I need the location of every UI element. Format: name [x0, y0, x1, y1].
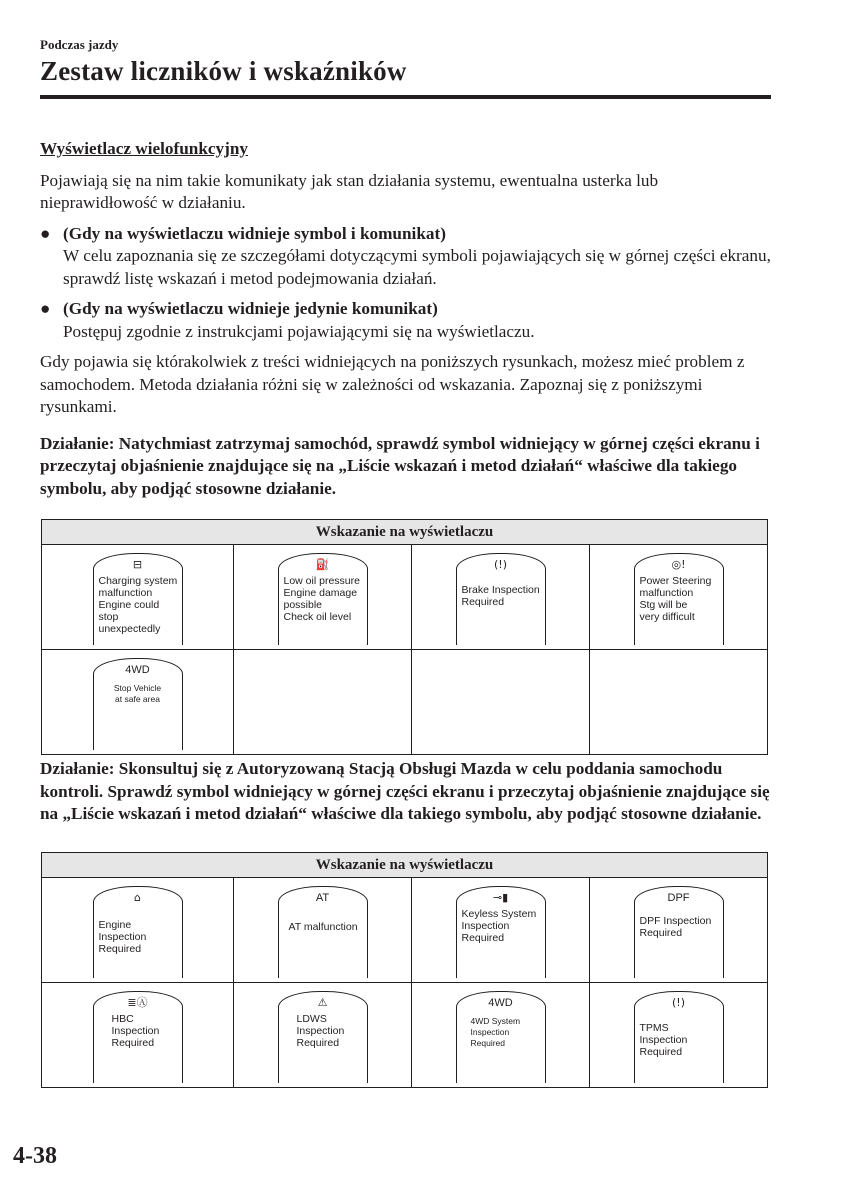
display-screen: [456, 991, 546, 1083]
display-table-stop: [41, 519, 768, 755]
display-screen: [93, 886, 183, 978]
display-message: Low oil pressure Engine damage possible Check oil level: [283, 575, 360, 623]
table-cell-empty: [590, 650, 767, 754]
table-cell: [42, 545, 234, 649]
display-message: AT malfunction: [288, 921, 358, 933]
table-cell: [234, 545, 412, 649]
table-row: [42, 983, 767, 1087]
table-cell: [42, 983, 234, 1087]
display-message: Power Steering malfunction Stg will be very difficult: [639, 575, 712, 623]
display-screen: [634, 886, 724, 978]
content: [40, 138, 771, 500]
table-header: Wskazanie na wyświetlaczu: [42, 853, 767, 878]
bullet-item: [40, 223, 771, 291]
power-steering-icon: ◎!: [671, 558, 686, 571]
page-title: Zestaw liczników i wskaźników: [40, 56, 407, 86]
table-cell: [590, 983, 767, 1087]
display-message: Charging system malfunction Engine could stop unexpectedly: [98, 575, 178, 635]
4wd-symbol: 4WD: [125, 664, 150, 676]
table-header: Wskazanie na wyświetlaczu: [42, 520, 767, 545]
display-message: LDWS Inspection Required: [296, 1013, 345, 1049]
display-screen: [278, 553, 368, 645]
display-screen: [456, 886, 546, 978]
title-rule: [40, 95, 771, 99]
bullet-text: Postępuj zgodnie z instrukcjami pojawiającymi się na wyświetlaczu.: [63, 321, 535, 341]
table-cell: [412, 983, 590, 1087]
ldws-icon: ⚠: [317, 996, 328, 1009]
display-screen: [278, 886, 368, 978]
table-cell-empty: [234, 650, 412, 754]
content-2: [40, 758, 771, 826]
display-screen: [93, 553, 183, 645]
display-message: HBC Inspection Required: [111, 1013, 160, 1049]
table-cell-empty: [412, 650, 590, 754]
tpms-icon: (!): [672, 996, 685, 1009]
display-screen: [278, 991, 368, 1083]
oil-can-icon: ⛽: [315, 558, 330, 571]
display-table-consult: [41, 852, 768, 1088]
display-message: Keyless System Inspection Required: [461, 908, 537, 944]
display-screen: [93, 658, 183, 750]
key-icon: ⊸▮: [492, 891, 509, 904]
table-cell: [42, 650, 234, 754]
action-text-consult: Działanie: Skonsultuj się z Autoryzowaną Stacją Obsługi Mazda w celu poddania samochodu kontroli. Sprawdź symbol widniejący w górnej części ekranu i przeczytaj objaśnienie znajdujące się na „Liście wskazań i metod działań“ właściwe dla takiego symbolu, aby podjąć stosowne działanie.: [40, 759, 770, 823]
table-row: [42, 650, 767, 754]
bullet-title: (Gdy na wyświetlaczu widnieje symbol i komunikat): [63, 223, 446, 243]
table-row: [42, 545, 767, 650]
at-symbol: AT: [315, 892, 330, 904]
4wd-symbol: 4WD: [488, 997, 513, 1009]
display-message: Brake Inspection Required: [461, 584, 540, 608]
display-screen: [456, 553, 546, 645]
display-message: 4WD System Inspection Required: [470, 1016, 521, 1048]
action-text-immediate: Działanie: Natychmiast zatrzymaj samochód, sprawdź symbol widniejący w górnej części ekranu i przeczytaj objaśnienie znajdujące się na „Liście wskazań i metod działań“ właściwe dla takiego symbolu, aby podjąć stosowne działanie.: [40, 433, 760, 498]
table-cell: [590, 878, 767, 982]
table-cell: [42, 878, 234, 982]
intro-paragraph: Pojawiają się na nim takie komunikaty jak stan działania systemu, ewentualna usterka lub nieprawidłowość w działaniu.: [40, 170, 659, 212]
table-cell: [412, 545, 590, 649]
bullet-item: [40, 298, 771, 343]
display-message: DPF Inspection Required: [639, 915, 712, 939]
display-message: TPMS Inspection Required: [639, 1022, 688, 1058]
page-number: 4-38: [13, 1143, 57, 1169]
table-cell: [234, 983, 412, 1087]
table-row: [42, 878, 767, 983]
dpf-symbol: DPF: [667, 892, 690, 904]
display-screen: [634, 991, 724, 1083]
table-cell: [590, 545, 767, 649]
display-message: Engine Inspection Required: [98, 919, 147, 955]
bullet-title: (Gdy na wyświetlaczu widnieje jedynie komunikat): [63, 299, 438, 318]
hbc-icon: ≣Ⓐ: [127, 996, 148, 1009]
section-label: Podczas jazdy: [40, 37, 119, 52]
subheading: Wyświetlacz wielofunkcyjny: [40, 139, 248, 158]
brake-warning-icon: (!): [494, 558, 507, 571]
display-message: Stop Vehicle at safe area: [113, 683, 162, 704]
body-paragraph: Gdy pojawia się którakolwiek z treści widniejących na poniższych rysunkach, możesz mieć problem z samochodem. Metoda działania różni się w zależności od wskazania. Zapoznaj się z poniższymi rysunkami.: [40, 352, 745, 416]
check-engine-icon: ⌂: [134, 891, 141, 904]
table-cell: [234, 878, 412, 982]
bullet-text: W celu zapoznania się ze szczegółami dotyczącymi symboli pojawiających się w górnej części ekranu, sprawdź listę wskazań i metod podejmowania działań.: [63, 246, 771, 288]
bullet-dot-icon: ●: [40, 223, 51, 243]
display-screen: [634, 553, 724, 645]
bullet-dot-icon: ●: [40, 299, 51, 318]
table-cell: [412, 878, 590, 982]
display-screen: [93, 991, 183, 1083]
battery-icon: ⊟: [132, 558, 143, 571]
